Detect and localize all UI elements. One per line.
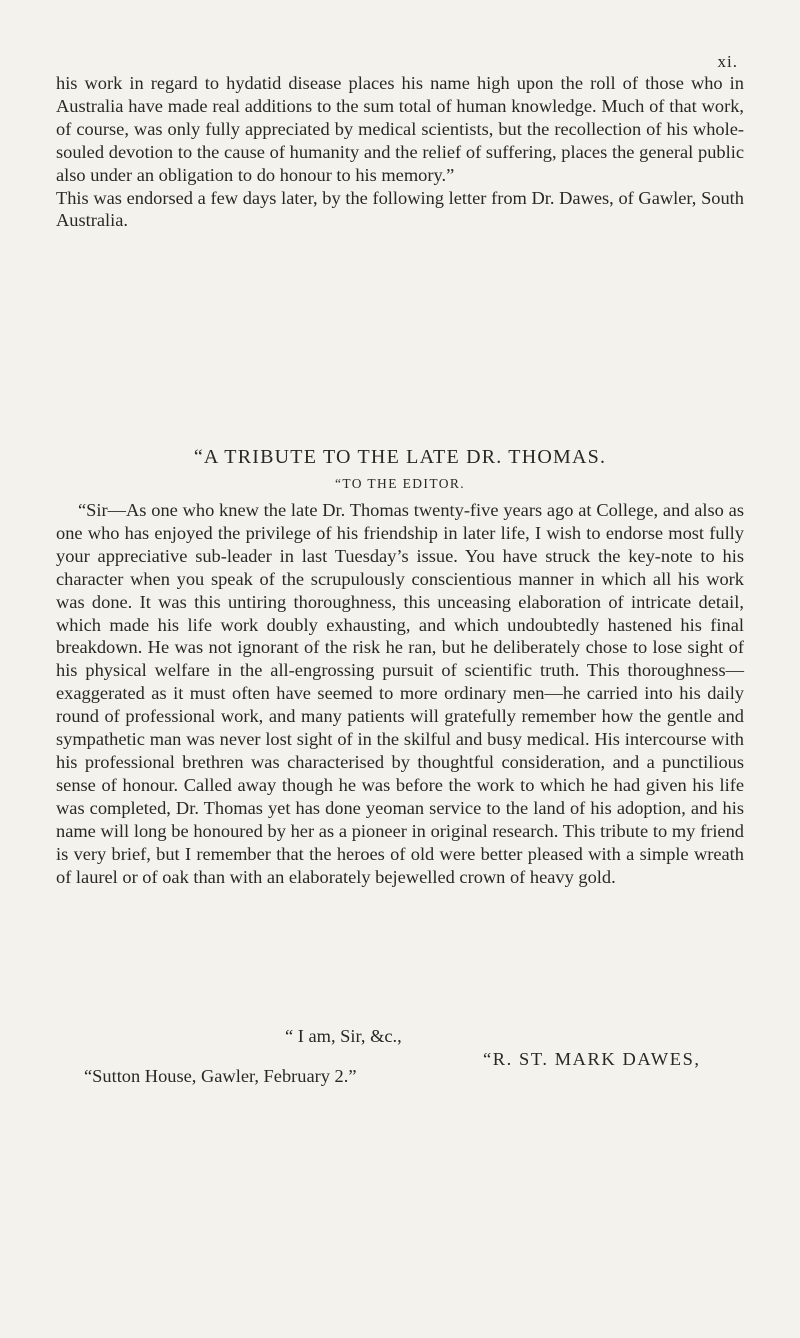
intro-paragraph-continuation: his work in regard to hydatid disease places his name high upon the roll of those who in Australia have made real additions to the sum total of human knowledge. Much of that work, of course, was only fully appreciated by medical scientists, but the recollection of his whole-souled devotion to the cause of humanity and the relief of suffering, places the general public also under an obligation to do honour to his memory.” xyxy=(56,73,744,185)
letter-paragraph: “Sir—As one who knew the late Dr. Thomas twenty-five years ago at College, and also as one who has enjoyed the privilege of his friendship in later life, I wish to endorse most fully your appreciative sub-leader in last Tuesday’s issue. You have struck the key-note to his character when you speak of the scrupulously conscientious manner in which all his work was done. It was this untiring thoroughness, this unceasing elaboration of intricate detail, which made his life work doubly exhausting, and which undoubtedly hastened his final breakdown. He was not ignorant of the risk he ran, but he deliberately chose to lose sight of his physical welfare in the all-engrossing pursuit of scientific truth. This thoroughness—exaggerated as it must often have seemed to more ordinary men—he carried into his daily round of professional work, and many patients will gratefully remember how the gentle and sympathetic man was never lost sight of in the skilful and busy medical. His intercourse with his professional brethren was characterised by thoughtful consideration, and a punctilious sense of honour. Called away though he was before the work to which he had given his life was completed, Dr. Thomas yet has done yeoman service to the land of his adoption, and his name will long be honoured by her as a pioneer in original research. This tribute to my friend is very brief, but I remember that the heroes of old were better pleased with a simple wreath of laurel or of oak than with an elaborately bejewelled crown of heavy gold. xyxy=(56,500,744,887)
page-number: xi. xyxy=(717,52,738,71)
letter-title: “A TRIBUTE TO THE LATE DR. THOMAS. xyxy=(193,446,607,468)
intro-text xyxy=(56,72,744,232)
letter-closing: “ I am, Sir, &c., xyxy=(285,1026,402,1046)
letter-body xyxy=(56,499,744,888)
letter-address: “Sutton House, Gawler, February 2.” xyxy=(84,1066,357,1086)
letter-addressee: “TO THE EDITOR. xyxy=(334,476,466,491)
letter-signature: “R. ST. MARK DAWES, xyxy=(483,1049,701,1069)
intro-paragraph-endorsement: This was endorsed a few days later, by the following letter from Dr. Dawes, of Gawler, South Australia. xyxy=(56,187,744,231)
